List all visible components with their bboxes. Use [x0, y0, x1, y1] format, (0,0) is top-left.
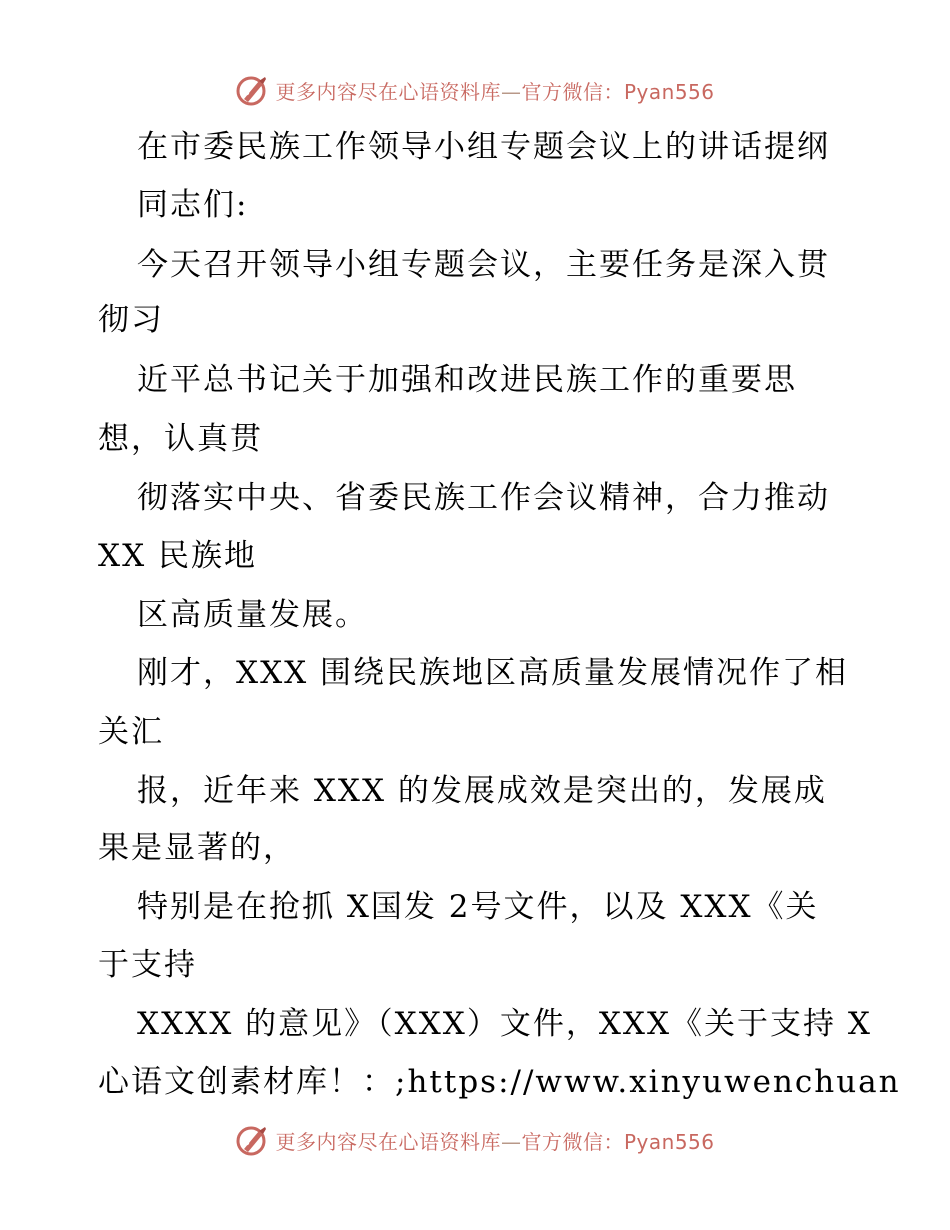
paragraph-line: 于支持	[98, 947, 197, 983]
source-line: 心语文创素材库！：;https://www.xinyuwenchuan	[98, 1064, 901, 1100]
paragraph-line: 特别是在抢抓 X国发 2号文件，以及 XXX《关	[137, 889, 819, 925]
paragraph-line: 今天召开领导小组专题会议，主要任务是深入贯	[137, 247, 830, 283]
paragraph-line: XX 民族地	[98, 538, 257, 574]
paragraph-line: 近平总书记关于加强和改进民族工作的重要思	[137, 362, 797, 398]
paragraph-line: 区高质量发展。	[137, 597, 368, 633]
paragraph-line: 刚才，XXX 围绕民族地区高质量发展情况作了相	[137, 655, 849, 691]
paragraph-line: 果是显著的，	[98, 830, 296, 866]
paragraph-line: 想，认真贯	[98, 421, 263, 457]
pen-logo-icon	[235, 1123, 269, 1157]
header-brand-text: 更多内容尽在心语资料库—官方微信：Pyan556	[275, 79, 715, 104]
paragraph-line: 报，近年来 XXX 的发展成效是突出的，发展成	[137, 773, 827, 809]
page-header-watermark	[0, 68, 950, 112]
paragraph-line: XXXX 的意见》（XXX）文件，XXX《关于支持 X	[137, 1006, 872, 1042]
salutation: 同志们:	[137, 187, 249, 223]
brand-watermark	[235, 1123, 714, 1157]
document-title: 在市委民族工作领导小组专题会议上的讲话提纲	[137, 129, 830, 165]
paragraph-line: 彻习	[98, 302, 164, 338]
page-footer-watermark	[0, 1118, 950, 1162]
footer-brand-text: 更多内容尽在心语资料库—官方微信：Pyan556	[275, 1129, 715, 1154]
brand-watermark	[235, 73, 714, 107]
paragraph-line: 彻落实中央、省委民族工作会议精神，合力推动	[137, 480, 830, 516]
paragraph-line: 关汇	[98, 714, 164, 750]
pen-logo-icon	[235, 73, 269, 107]
